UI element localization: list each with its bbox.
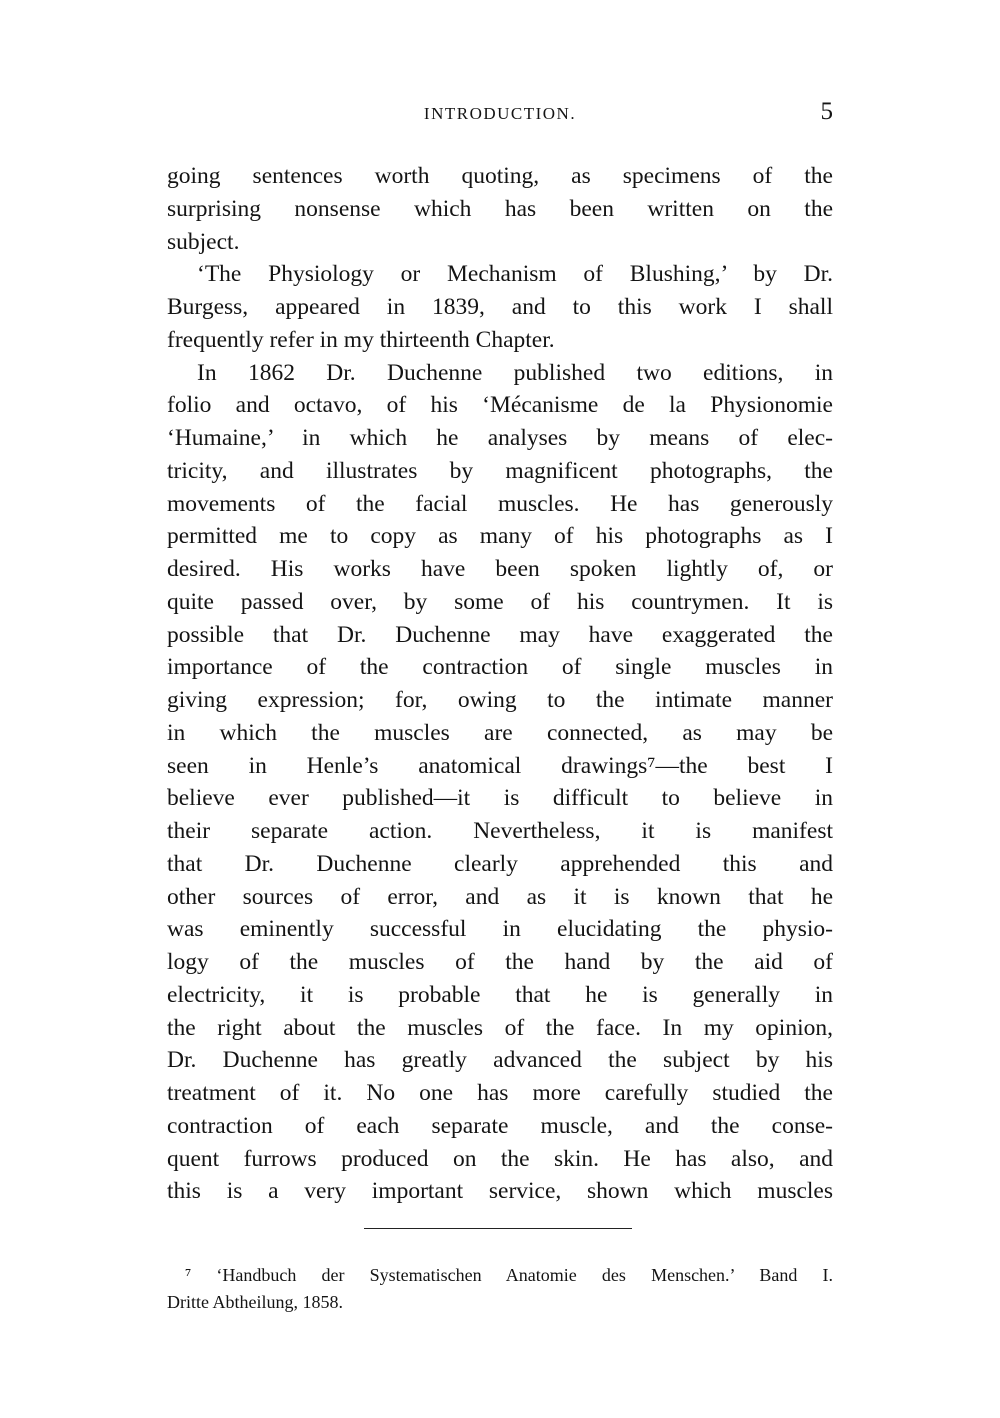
- text-line: in which the muscles are connected, as may be: [167, 719, 833, 746]
- text-line: quent furrows produced on the skin. He has also, and: [167, 1145, 833, 1172]
- body-text: [167, 160, 833, 1208]
- text-line: treatment of it. No one has more carefully studied the: [167, 1080, 833, 1106]
- footnote-line: ⁷ ‘Handbuch der Systematischen Anatomie des Menschen.’ Band I.: [185, 1265, 833, 1285]
- text-line: movements of the facial muscles. He has generously: [167, 490, 833, 517]
- text-line: going sentences worth quoting, as specimens of the: [167, 163, 833, 189]
- text-line: logy of the muscles of the hand by the aid of: [167, 949, 833, 975]
- text-line: frequently refer in my thirteenth Chapter.: [167, 326, 555, 353]
- footnote-line: Dritte Abtheilung, 1858.: [167, 1292, 343, 1312]
- text-line: permitted me to copy as many of his photographs as I: [167, 523, 833, 550]
- text-line: electricity, it is probable that he is generally in: [167, 981, 833, 1008]
- footnotes: [167, 1262, 833, 1316]
- text-line: other sources of error, and as it is known that he: [167, 883, 833, 910]
- text-line: giving expression; for, owing to the intimate manner: [167, 687, 833, 713]
- text-line: ‘Humaine,’ in which he analyses by means of elec-: [167, 425, 833, 451]
- text-line: importance of the contraction of single muscles in: [167, 654, 833, 681]
- text-line: quite passed over, by some of his countrymen. It is: [167, 588, 833, 615]
- text-line: Burgess, appeared in 1839, and to this work I shall: [167, 294, 833, 320]
- text-line: desired. His works have been spoken lightly of, or: [167, 556, 833, 582]
- page-number: 5: [820, 98, 833, 125]
- text-line: ‘The Physiology or Mechanism of Blushing,’ by Dr.: [197, 261, 833, 288]
- text-line: this is a very important service, shown which muscles: [167, 1178, 833, 1205]
- text-line: tricity, and illustrates by magnificent photographs, the: [167, 457, 833, 484]
- footnote-divider: [364, 1228, 632, 1229]
- running-title: INTRODUCTION.: [423, 104, 577, 123]
- text-line: Dr. Duchenne has greatly advanced the subject by his: [167, 1047, 833, 1074]
- text-line: folio and octavo, of his ‘Mécanisme de la Physionomie: [167, 392, 833, 419]
- text-line: In 1862 Dr. Duchenne published two editions, in: [197, 359, 833, 386]
- text-line: the right about the muscles of the face. In my opinion,: [167, 1014, 833, 1041]
- text-line: subject.: [167, 228, 240, 255]
- text-line: was eminently successful in elucidating the physio-: [167, 916, 833, 943]
- text-line: possible that Dr. Duchenne may have exaggerated the: [167, 621, 833, 648]
- text-line: seen in Henle’s anatomical drawings⁷—the best I: [167, 752, 833, 779]
- running-head: [167, 98, 833, 134]
- text-line: surprising nonsense which has been written on the: [167, 195, 833, 222]
- text-line: contraction of each separate muscle, and the conse-: [167, 1112, 833, 1139]
- text-line: their separate action. Nevertheless, it is manifest: [167, 818, 833, 844]
- text-line: believe ever published—it is difficult to believe in: [167, 785, 833, 812]
- text-line: that Dr. Duchenne clearly apprehended this and: [167, 850, 833, 877]
